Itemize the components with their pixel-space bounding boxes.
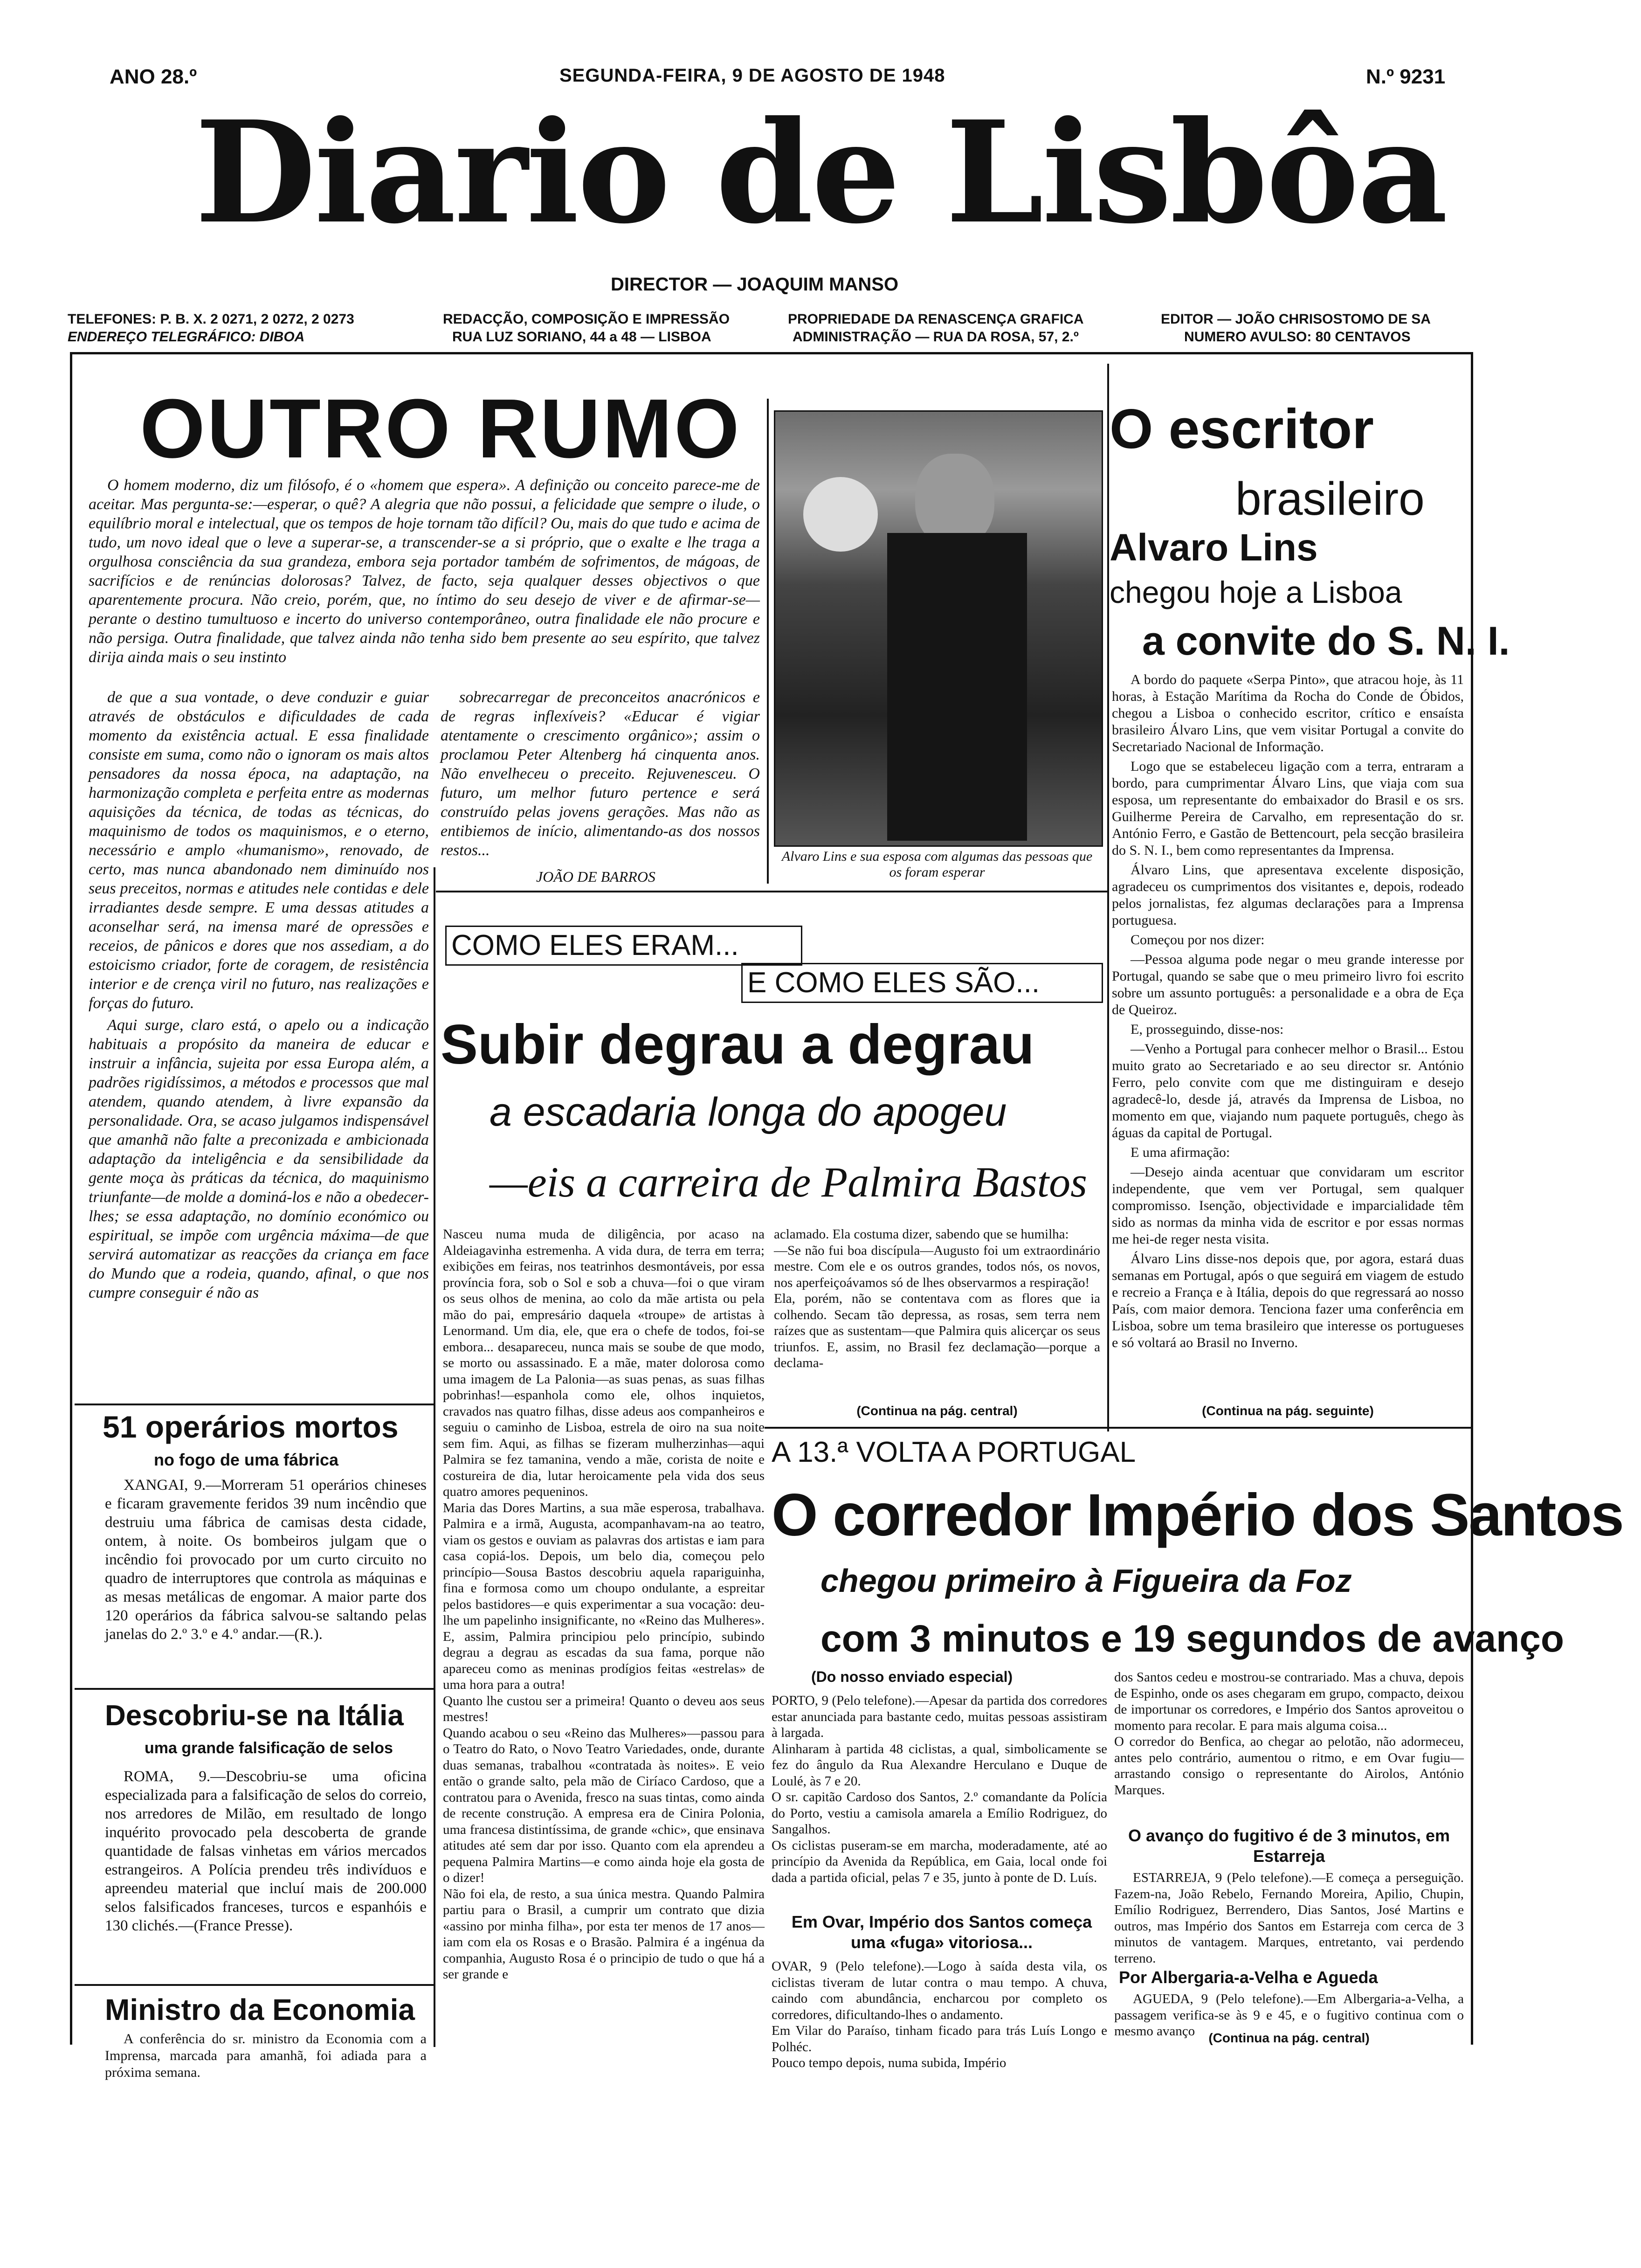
hat-shape xyxy=(803,477,878,552)
ministro-text: A conferência do sr. ministro da Economia com a Imprensa, marcada para amanhã, foi adiada para a próxima semana. xyxy=(105,2031,427,2080)
photo-caption: Alvaro Lins e sua esposa com algumas das pessoas que os foram esperar xyxy=(781,849,1093,880)
volta-col-b: dos Santos cedeu e mostrou-se contrariado. Mas a chuva, depois de Espinho, onde os ases chegaram em grupo, compacto, deixou de importunar os corredores, e Império dos Santos aproveitou o momento para recolar. E para mais alguma coisa... O corredor do Benfica, ao chegar ao pelotão, não adormeceu, antes pelo contrário, aumentou o ritmo, e em Ovar fugiu—arrastando consigo o representante do Airolos, António Marques. xyxy=(1114,1670,1464,1798)
volta-sub: (Do nosso enviado especial) xyxy=(811,1668,1013,1685)
ministro-top-rule xyxy=(75,1984,434,1986)
address: RUA LUZ SORIANO, 44 a 48 — LISBOA xyxy=(452,329,711,345)
photo-alvaro-lins xyxy=(774,410,1103,847)
estarreja-headline: O avanço do fugitivo é de 3 minutos, em Estarreja xyxy=(1128,1826,1450,1866)
volta-kicker: A 13.ª VOLTA A PORTUGAL xyxy=(772,1436,1136,1468)
volta-col-a: PORTO, 9 (Pelo telefone).—Apesar da partida dos corredores estar anunciada para bastante cedo, muitas pessoas assistiram à largada. Alinharam à partida 48 ciclistas, a qual, simbolicamente se fez do ângulo da Rua Alexandre Herculano e Duque de Loulé, às 7 e 20. O sr. capitão Cardoso dos Santos, 2.º comandante da Polícia do Porto, vestiu a camisola amarela a Emílio Rodriguez, do Sangalhos. Os ciclistas puseram-se em marcha, moderadamente, até ao princípio da Avenida da República, em Gaia, local onde foi dada a partida oficial, pelas 7 e 35, junto à ponte de D. Luís. xyxy=(772,1693,1107,1885)
operarios-text: XANGAI, 9.—Morreram 51 operários chineses e ficaram gravemente feridos 39 num incêndio que destruiu uma fábrica de camisas desta cidade, ontem, à noite. Os bombeiros julgam que o incêndio foi provocado por um curto circuito no quadro de interruptores que controla as máquinas e as mesas metálicas de engomar. A maior parte dos 120 operários da fábrica salvou-se saltando pelas janelas do 2.º 3.º e 4.º andar.—(R.). xyxy=(105,1477,427,1643)
property: PROPRIEDADE DA RENASCENÇA GRAFICA xyxy=(788,311,1084,327)
volta-col-b3: AGUEDA, 9 (Pelo telefone).—Em Albergaria-a-Velha, a passagem verifica-se às 9 e 45, e o fugitivo continua com o mesmo avanço xyxy=(1114,1991,1464,2039)
issue-number: N.º 9231 xyxy=(1366,65,1446,88)
box-e-como-eles-sao: E COMO ELES SÃO... xyxy=(741,963,1103,1003)
outro-rumo-author: JOÃO DE BARROS xyxy=(536,868,655,885)
outro-rumo-headline: OUTRO RUMO xyxy=(140,382,741,476)
palmira-top-rule xyxy=(436,891,1107,892)
escritor-continua: (Continua na pág. seguinte) xyxy=(1202,1404,1374,1418)
frame-top xyxy=(70,352,1473,354)
redaccao: REDACÇÃO, COMPOSIÇÃO E IMPRESSÃO xyxy=(443,311,730,327)
outro-rumo-col1: de que a sua vontade, o deve conduzir e guiar através de obstáculos e dificuldades de cada momento da existência actual. E essa finalidade consiste em suma, como não o ignoram os mais altos pensadores da nossa época, na adaptação, na harmonização completa e perfeita entre as modernas aquisições da técnica, de todas as técnicas, do maquinismo de todos os maquinismos, e o eterno, necessário e amplo «humanismo», renovado, de certo, mas nunca abandonado nem diminuído nos seus preceitos, normas e atitudes nele contidas e dele irradiantes desde sempre. E uma dessas atitudes a aconselhar será, na imensa maré de opressões e receios, de pânicos e dores que nos assediam, a do estoicismo criador, forte de coragem, de resistência interior e de crença viril no futuro, nas realizações e forças do futuro. Aqui surge, claro está, o apelo ou a indicação habituais a propósito da maneira de educar e instruir a infância, sujeita por essa Europa além, a padrões rigidíssimos, a métodos e processos que mal atendem, quando atendem, à livre expansão da personalidade. Ora, se acaso julgamos indispensável que amanhã não falte a preconizada e ambicionada adaptação da inteligência e da sensibilidade da gente moça às práticas da técnica, do maquinismo triunfante—de molde a dominá-los e não a obedecer-lhes; se essa adaptação, no domínio económico ou espiritual, se impõe com urgência máxima—de que servirá automatizar as reacções da criança em face do Mundo que a rodeia, quando, afinal, o que nos cumpre conseguir é não as xyxy=(89,689,429,1301)
ovar-headline: Em Ovar, Império dos Santos começa uma «fuga» vitoriosa... xyxy=(791,1912,1092,1952)
box-como-eles-eram: COMO ELES ERAM... xyxy=(445,926,802,966)
frame-left xyxy=(70,352,72,2045)
outro-rumo-intro: O homem moderno, diz um filósofo, é o «homem que espera». A definição ou conceito parece-me de aceitar. Mas pergunta-se:—esperar, o quê? A alegria que não possui, a felicidade que sempre o ilude, o equilíbrio moral e intelectual, que os tempos de hoje tornam tão difícil? Ou, mais do que tudo e acima de tudo, um novo ideal que o leve a superar-se, a transcender-se a si próprio, que o exalte e lhe traga a orgulhosa consciência da sua grandeza, embora seja portador também de sofrimentos, de mágoas, de sacrifícios e de renúncias dolorosas? Talvez, de facto, seja qualquer desses objectivos o que aparentemente procura. Não creio, porém, que, no íntimo do seu desejo de viver e de afirmar-se—perante o destino tumultuoso e incerto do universo contemporâneo, outra finalidade ele não procure e não persiga. Outra finalidade, que talvez ainda não tenha sido bem presente ao seu espírito, que talvez dirija ainda mais o seu instinto xyxy=(89,477,760,666)
director: DIRECTOR — JOAQUIM MANSO xyxy=(611,274,899,295)
palmira-col-b: aclamado. Ela costuma dizer, sabendo que se humilha: —Se não fui boa discípula—Augusto foi um extraordinário mestre. Com ele e os outros grandes, todos nós, os novos, nos aperfeiçoávamos só de lhes observarmos a respiração! Ela, porém, não se contentava com as flores que ia colhendo. Secam tão depressa, as rosas, sem terra nem raízes que as sustentam—que Palmira quis alicerçar os seus triunfos. E, assim, no Brasil fez declamação—porque a declama- xyxy=(774,1227,1100,1370)
ministro-headline: Ministro da Economia xyxy=(105,1993,415,2026)
operarios-top-rule xyxy=(75,1404,434,1405)
newspaper-title: Diario de Lisbôa xyxy=(194,90,1447,255)
column-rule-left xyxy=(434,867,435,1431)
palmira-h1: Subir degrau a degrau xyxy=(441,1013,1034,1076)
agueda-headline: Por Albergaria-a-Velha e Agueda xyxy=(1119,1968,1378,1987)
phones: TELEFONES: P. B. X. 2 0271, 2 0272, 2 0273 xyxy=(68,311,354,327)
outro-rumo-col2: sobrecarregar de preconceitos anacrónicos e de regras inflexíveis? «Educar é vigiar atentamente o crescimento orgânico»; assim o proclamou Peter Altenberg há cinquenta anos. Não envelheceu o preceito. Rejuvenesceu. O futuro, um melhor futuro pertence e será construído pelas jovens gerações. Mas não as entibiemos de início, alimentando-as dos nossos restos... xyxy=(441,689,760,859)
italia-sub: uma grande falsificação de selos xyxy=(145,1739,393,1757)
year: ANO 28.º xyxy=(110,65,197,88)
volta-col-a2: OVAR, 9 (Pelo telefone).—Logo à saída desta vila, os ciclistas tiveram de lutar contra o mau tempo. A chuva, caindo com abundância, encharcou por completo os corredores, dificultando-lhes o andamento. Em Vilar do Paraíso, tinham ficado para trás Luís Longo e Polhéc. Pouco tempo depois, numa subida, Império xyxy=(772,1959,1107,2070)
escritor-h2: brasileiro xyxy=(1235,473,1425,525)
italia-text: ROMA, 9.—Descobriu-se uma oficina especializada para a falsificação de selos do correio, nos arredores de Milão, em resultado de longo inquérito provocado pela descoberta de grande quantidade de falsas vinhetas em vários mercados estrangeiros. A Polícia prendeu três indivíduos e apreendeu material que incluí mais de 200.000 selos falsificados franceses, turcos e espanhóis e 130 clichés.—(France Presse). xyxy=(105,1768,427,1934)
escritor-h5: a convite do S. N. I. xyxy=(1142,619,1510,664)
volta-h1: O corredor Império dos Santos xyxy=(772,1482,1623,1549)
frame-right xyxy=(1471,352,1473,2045)
palmira-h3: —eis a carreira de Palmira Bastos xyxy=(490,1158,1087,1206)
column-rule-bottom xyxy=(434,1431,435,2047)
escritor-h1: O escritor xyxy=(1110,398,1374,460)
figure-shape xyxy=(887,533,1027,841)
escritor-body: A bordo do paquete «Serpa Pinto», que atracou hoje, às 11 horas, à Estação Marítima da Rocha do Conde de Óbidos, chegou a Lisboa o conhecido escritor, crítico e ensaísta brasileiro Álvaro Lins, que vem visitar Portugal a convite do Secretariado Nacional de Informação. Logo que se estabeleceu ligação com a terra, entraram a bordo, para cumprimentar Álvaro Lins, que viaja com sua esposa, um representante do embaixador do Brasil e os srs. Guilherme Pereira de Carvalho, em representação do sr. António Ferro, e Gastão de Bettencourt, pela secção brasileira do S. N. I., bem como representantes da Imprensa. Álvaro Lins, que apresentava excelente disposição, agradeceu os cumprimentos dos visitantes e, depois, rodeado pelos jornalistas, fez algumas declarações para a Imprensa portuguesa. Começou por nos dizer: —Pessoa alguma pode negar o meu grande interesse por Portugal, quando se sabe que o meu primeiro livro foi escrito sobre um assunto português: a personalidade e a obra de Eça de Queiroz. E, prosseguindo, disse-nos: —Venho a Portugal para conhecer melhor o Brasil... Estou muito grato ao Secretariado e ao seu director sr. António Ferro, pelo convite com que me distinguiram e desejo agradecê-lo, desde já, através da Imprensa de Lisboa, no momento em que, viajando num paquete português, chego às águas da capital de Portugal. E uma afirmação: —Desejo ainda acentuar que convidaram um escritor independente, que vem ver Portugal, sem qualquer compromisso. Isenção, objectividade e imparcialidade têm sido as normas da minha vida de escritor e por essas normas me hei-de reger nesta visita. Álvaro Lins disse-nos depois que, por agora, estará duas semanas em Portugal, após o que seguirá em viagem de estudo e recreio a França e à Itália, depois do que regressará ao nosso País, com maior demora. Tenciona fazer uma conferência em Lisboa, sobre um tema brasileiro que interesse os portugueses e só voltará ao Brasil no Inverno. xyxy=(1112,672,1464,1350)
volta-h3: com 3 minutos e 19 segundos de avanço xyxy=(820,1618,1564,1660)
palmira-col-a: Nasceu numa muda de diligência, por acaso na Aldeiagavinha estremenha. A vida dura, de terra em terra; exibições em feiras, nos teatrinhos desmontáveis, por essa província fora, sob o Sol e sob a chuva—foi o que viram os seus olhos de menina, ao colo da mãe artista ou pela mão do pai, empresário daquela «troupe» de artistas à Lenormand. Um dia, ele, que era o chefe de todos, foi-se embora... desapareceu, nunca mais se soube de que modo, se morto ou assassinado. E a mãe, mater dolorosa como uma imagem de La Palonia—as suas penas, as suas filhas pobrinhas!—espanhola como ele, olhos inquietos, cravados nas quatro filhas, disse adeus aos companheiros e seguiu o caminho de Lisboa, estrela de oiro na sua noite sem fim. Aqui, as filhas se fizeram mulherzinhas—aqui Palmira se fez tamanina, vendo a mãe, corista de noite e costureira de dia, lutar heroicamente pela vida dos seus quatro amores pequeninos. Maria das Dores Martins, a sua mãe esperosa, trabalhava. Palmira e a irmã, Augusta, acompanhavam-na ao teatro, viam os gestos e ouviam as palavras dos artistas e iam para casa copiá-los. Depois, um belo dia, começou pelo princípio—Sousa Bastos descobriu aquela rapariguinha, fina e formosa como um choupo ondulante, a espreitar pelos bastidores—e quis experimentar a sua vocação: deu-lhe um papelinho insignificante, no «Reino das Mulheres». E, assim, Palmira principiou pelo princípio, subindo degrau a degrau as escadas da sua fama, porque não apareceu como as meninas prodígios feitas «estrelas» de uma hora para a outra! Quanto lhe custou ser a primeira! Quanto o deveu aos seus mestres! Quando acabou o seu «Reino das Mulheres»—passou para o Teatro do Rato, o Novo Teatro Variedades, onde, durante duas semanas, trabalhou «contratada às noites». E veio então o grande salto, pela mão de Ciríaco Cardoso, que a contratou para o Avenida, fresco na suas tintas, como ainda de recente construção. A empresa era de Cinira Polonia, uma francesa distintíssima, de grande «chic», que ensinava atitudes até sem dar por isso. Quanto com ela aprendeu a pequena Palmira Martins—e como ainda hoje ela gosta de o dizer! Não foi ela, de resto, a sua única mestra. Quando Palmira partiu para o Brasil, a cumprir um contrato que dizia «assino por minha filha», por esta ter menos de 17 anos—iam com ela os Rosas e o Brasão. Palmira é a ingénua da companhia, Augusto Rosa é o principio de tudo o que há a ser grande e xyxy=(443,1227,765,1982)
photo-rule-left xyxy=(767,399,769,884)
volta-h2: chegou primeiro à Figueira da Foz xyxy=(820,1563,1352,1599)
issue-date: SEGUNDA-FEIRA, 9 DE AGOSTO DE 1948 xyxy=(559,65,945,86)
italia-top-rule xyxy=(75,1688,434,1690)
palmira-continua: (Continua na pág. central) xyxy=(856,1404,1018,1418)
telegraph: ENDEREÇO TELEGRÁFICO: DIBOA xyxy=(68,329,305,345)
volta-top-rule xyxy=(765,1427,1471,1429)
editor: EDITOR — JOÃO CHRISOSTOMO DE SA xyxy=(1161,311,1431,327)
column-rule-right xyxy=(1107,364,1109,1431)
escritor-h4: chegou hoje a Lisboa xyxy=(1110,575,1402,609)
italia-headline: Descobriu-se na Itália xyxy=(105,1700,404,1732)
escritor-h3: Alvaro Lins xyxy=(1110,526,1318,569)
operarios-sub: no fogo de uma fábrica xyxy=(154,1450,339,1469)
administration: ADMINISTRAÇÃO — RUA DA ROSA, 57, 2.º xyxy=(793,329,1079,345)
price: NUMERO AVULSO: 80 CENTAVOS xyxy=(1184,329,1411,345)
operarios-headline: 51 operários mortos xyxy=(103,1410,399,1444)
volta-col-b2: ESTARREJA, 9 (Pelo telefone).—E começa a perseguição. Fazem-na, João Rebelo, Fernando Moreira, Apilio, Chupin, Emílio Rodriguez, Berrendero, Dias Santos, José Martins e outros, mas Império dos Santos em Estarreja com cerca de 3 minutos de vantagem. Marques, entretanto, vai perdendo terreno. xyxy=(1114,1870,1464,1966)
volta-continua: (Continua na pág. central) xyxy=(1208,2031,1370,2045)
palmira-h2: a escadaria longa do apogeu xyxy=(490,1090,1007,1134)
